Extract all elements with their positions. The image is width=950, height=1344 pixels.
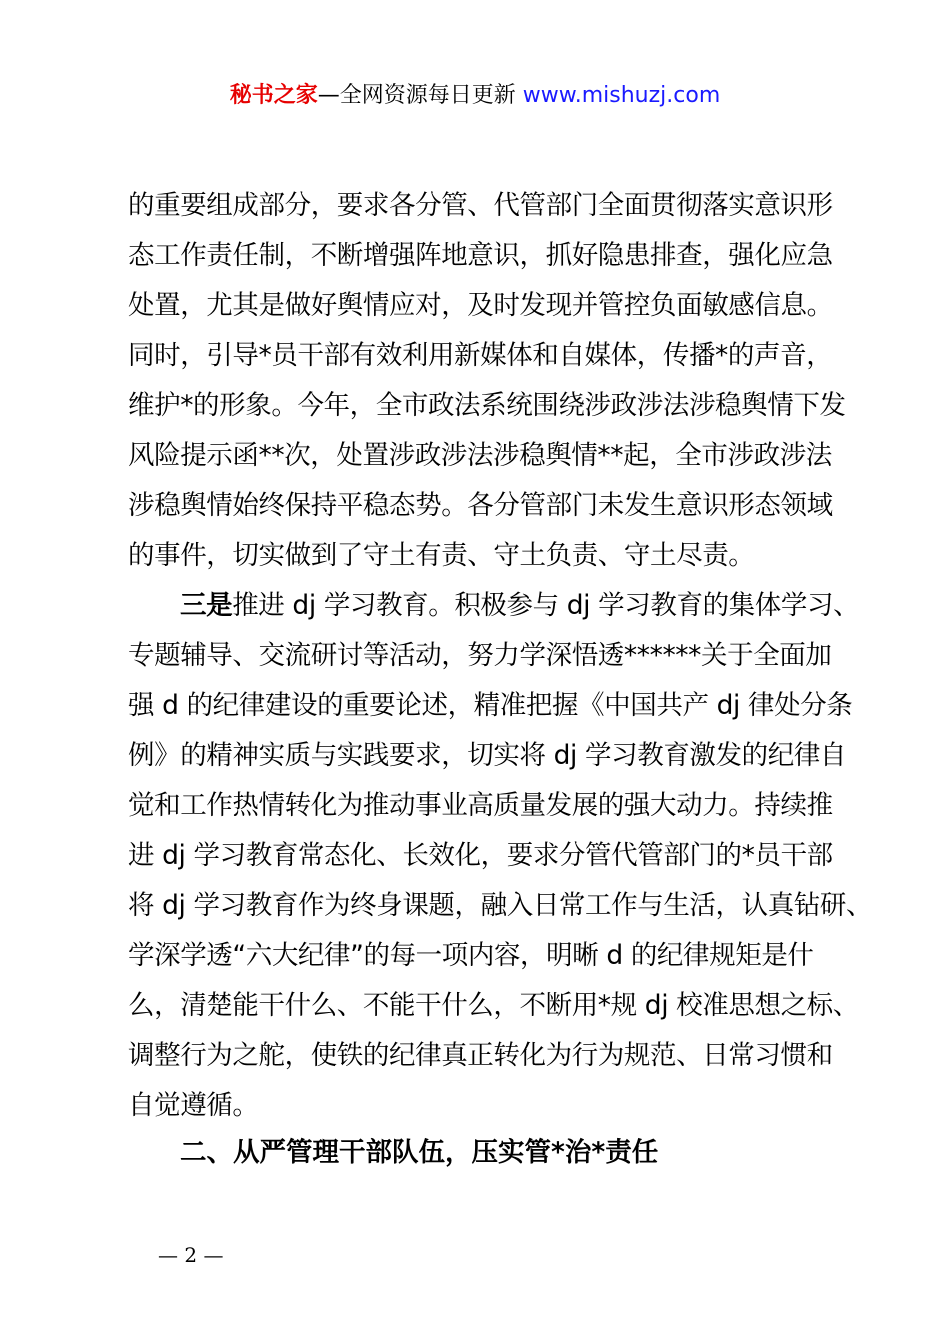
text-line: 调整行为之舵，使铁的纪律真正转化为行为规范、日常习惯和 (128, 1040, 833, 1071)
page-number: — 2 — (158, 1243, 224, 1267)
paragraph-lead-label: 三是 (180, 590, 233, 621)
text-line: 的事件，切实做到了守土有责、守土负责、守土尽责。 (128, 540, 755, 571)
site-brand: 秘书之家 (229, 83, 318, 108)
text-line: 自觉遵循。 (128, 1090, 259, 1121)
text-line: 进 dj 学习教育常态化、长效化，要求分管代管部门的*员干部 (128, 840, 833, 871)
document-body (128, 181, 873, 1131)
site-tagline: —全网资源每日更新 (317, 83, 516, 108)
text-line: 例》的精神实质与实践要求，切实将 dj 学习教育激发的纪律自 (128, 740, 847, 771)
text-line: 觉和工作热情转化为推动事业高质量发展的强大动力。持续推 (128, 790, 833, 821)
text-line: 维护*的形象。今年，全市政法系统围绕涉政涉法涉稳舆情下发 (128, 390, 846, 421)
paragraph-discipline-education (128, 581, 873, 1131)
text-line: 专题辅导、交流研讨等活动，努力学深悟透******关于全面加 (128, 640, 832, 671)
paragraph-lead-text: 推进 dj 学习教育。积极参与 dj 学习教育的集体学习、 (232, 590, 860, 621)
section-heading: 二、从严管理干部队伍，压实管*治*责任 (180, 1137, 659, 1168)
text-line: 强 d 的纪律建设的重要论述，精准把握《中国共产 dj 律处分条 (128, 690, 853, 721)
text-line: 将 dj 学习教育作为终身课题，融入日常工作与生活，认真钻研、 (128, 890, 873, 921)
text-line: 处置，尤其是做好舆情应对，及时发现并管控负面敏感信息。 (128, 290, 833, 321)
text-line: 同时，引导*员干部有效利用新媒体和自媒体，传播*的声音， (128, 340, 833, 371)
text-line: 的重要组成部分，要求各分管、代管部门全面贯彻落实意识形 (128, 190, 833, 221)
text-line: 学深学透“六大纪律”的每一项内容，明晰 d 的纪律规矩是什 (128, 940, 814, 971)
paragraph-ideology-work (128, 181, 846, 581)
text-line-first (128, 581, 860, 631)
site-header (0, 80, 950, 112)
text-line: 么，清楚能干什么、不能干什么，不断用*规 dj 校准思想之标、 (128, 990, 859, 1021)
text-line: 涉稳舆情始终保持平稳态势。各分管部门未发生意识形态领域 (128, 490, 833, 521)
text-line: 风险提示函**次，处置涉政涉法涉稳舆情**起，全市涉政涉法 (128, 440, 832, 471)
text-line: 态工作责任制，不断增强阵地意识，抓好隐患排查，强化应急 (128, 240, 833, 271)
site-url-link[interactable]: www.mishuzj.com (522, 83, 721, 108)
